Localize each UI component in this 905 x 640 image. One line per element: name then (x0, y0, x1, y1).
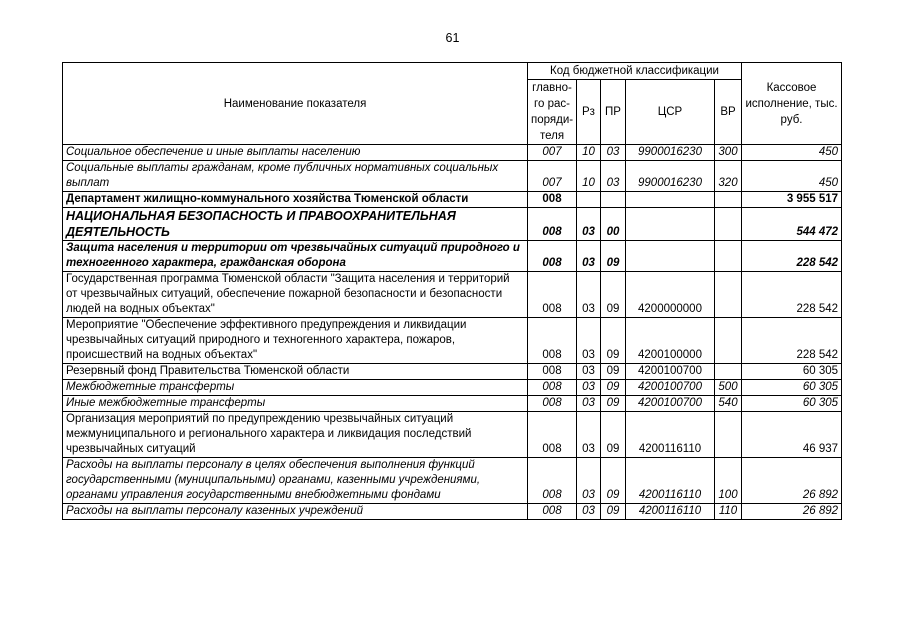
row-name: Социальные выплаты гражданам, кроме публичных нормативных социальных выплат (63, 161, 528, 192)
row-admin-code: 007 (528, 145, 577, 161)
row-pr: 09 (601, 318, 626, 364)
row-pr: 03 (601, 145, 626, 161)
row-admin-code: 008 (528, 192, 577, 208)
row-pr: 09 (601, 364, 626, 380)
table-row (63, 318, 842, 364)
row-csr (626, 241, 715, 272)
row-vr: 500 (715, 380, 742, 396)
row-vr: 540 (715, 396, 742, 412)
row-amount: 450 (742, 145, 842, 161)
row-name: Мероприятие "Обеспечение эффективного предупреждения и ликвидации чрезвычайных ситуаций природного и техногенного характера, пожаров, происшествий на водных объектах" (63, 318, 528, 364)
row-admin-code: 008 (528, 272, 577, 318)
row-amount: 46 937 (742, 412, 842, 458)
row-amount: 60 305 (742, 380, 842, 396)
row-admin-code: 008 (528, 364, 577, 380)
row-name: Иные межбюджетные трансферты (63, 396, 528, 412)
row-csr: 4200100700 (626, 396, 715, 412)
row-rz: 03 (577, 208, 601, 241)
table-row (63, 504, 842, 520)
table-row (63, 241, 842, 272)
table-row (63, 192, 842, 208)
table-row (63, 412, 842, 458)
row-amount: 450 (742, 161, 842, 192)
row-amount: 26 892 (742, 458, 842, 504)
row-pr: 09 (601, 380, 626, 396)
row-name: Расходы на выплаты персоналу в целях обеспечения выполнения функций государственными (муниципальными) органами, казенными учреждениями, органами управления государственными внебюджетными фондами (63, 458, 528, 504)
row-admin-code: 008 (528, 396, 577, 412)
row-admin-code: 008 (528, 318, 577, 364)
row-name: Защита населения и территории от чрезвычайных ситуаций природного и техногенного характера, гражданская оборона (63, 241, 528, 272)
header-vr: ВР (715, 80, 742, 145)
header-rz: Рз (577, 80, 601, 145)
row-amount: 60 305 (742, 364, 842, 380)
row-csr: 4200100000 (626, 318, 715, 364)
row-name: Межбюджетные трансферты (63, 380, 528, 396)
row-vr (715, 364, 742, 380)
header-code-group: Код бюджетной классификации (528, 63, 742, 80)
row-pr: 09 (601, 458, 626, 504)
row-admin-code: 008 (528, 380, 577, 396)
table-row (63, 458, 842, 504)
row-admin-code: 008 (528, 241, 577, 272)
table-row (63, 161, 842, 192)
row-pr: 00 (601, 208, 626, 241)
row-rz: 03 (577, 458, 601, 504)
table-row (63, 208, 842, 241)
row-csr: 4200100700 (626, 380, 715, 396)
row-csr: 4200116110 (626, 412, 715, 458)
row-rz: 10 (577, 161, 601, 192)
row-name: Резервный фонд Правительства Тюменской области (63, 364, 528, 380)
row-amount: 26 892 (742, 504, 842, 520)
row-csr: 4200116110 (626, 504, 715, 520)
row-amount: 3 955 517 (742, 192, 842, 208)
row-rz: 03 (577, 364, 601, 380)
row-vr: 110 (715, 504, 742, 520)
row-csr: 4200000000 (626, 272, 715, 318)
row-pr: 09 (601, 241, 626, 272)
table-row (63, 396, 842, 412)
row-rz (577, 192, 601, 208)
budget-table (62, 62, 842, 520)
row-rz: 03 (577, 272, 601, 318)
header-amount: Кассовое исполнение, тыс. руб. (742, 63, 842, 145)
row-name: Социальное обеспечение и иные выплаты населению (63, 145, 528, 161)
row-vr (715, 241, 742, 272)
row-name: НАЦИОНАЛЬНАЯ БЕЗОПАСНОСТЬ И ПРАВООХРАНИТЕЛЬНАЯ ДЕЯТЕЛЬНОСТЬ (63, 208, 528, 241)
header-csr: ЦСР (626, 80, 715, 145)
row-pr: 09 (601, 396, 626, 412)
header-name: Наименование показателя (63, 63, 528, 145)
header-admin: главно-го рас-поряди-теля (528, 80, 577, 145)
row-vr: 320 (715, 161, 742, 192)
row-admin-code: 008 (528, 412, 577, 458)
row-admin-code: 008 (528, 504, 577, 520)
row-vr (715, 412, 742, 458)
row-csr (626, 192, 715, 208)
row-name: Государственная программа Тюменской области "Защита населения и территорий от чрезвычайных ситуаций, обеспечение пожарной безопасности и безопасности людей на водных объектах" (63, 272, 528, 318)
row-pr: 03 (601, 161, 626, 192)
row-admin-code: 008 (528, 208, 577, 241)
row-name: Департамент жилищно-коммунального хозяйства Тюменской области (63, 192, 528, 208)
row-vr: 100 (715, 458, 742, 504)
row-amount: 228 542 (742, 272, 842, 318)
table-row (63, 272, 842, 318)
table-row (63, 380, 842, 396)
page-number: 61 (445, 31, 460, 45)
row-rz: 03 (577, 241, 601, 272)
row-vr (715, 318, 742, 364)
row-pr: 09 (601, 504, 626, 520)
row-pr (601, 192, 626, 208)
row-csr: 4200116110 (626, 458, 715, 504)
table-row (63, 145, 842, 161)
header-pr: ПР (601, 80, 626, 145)
row-vr: 300 (715, 145, 742, 161)
row-rz: 03 (577, 380, 601, 396)
row-amount: 228 542 (742, 241, 842, 272)
row-name: Организация мероприятий по предупреждению чрезвычайных ситуаций межмуниципального и регионального характера и ликвидация последствий чрезвычайных ситуаций (63, 412, 528, 458)
row-amount: 228 542 (742, 318, 842, 364)
row-admin-code: 007 (528, 161, 577, 192)
row-csr: 9900016230 (626, 145, 715, 161)
row-vr (715, 272, 742, 318)
row-rz: 03 (577, 396, 601, 412)
row-name: Расходы на выплаты персоналу казенных учреждений (63, 504, 528, 520)
row-rz: 03 (577, 318, 601, 364)
row-rz: 03 (577, 412, 601, 458)
row-vr (715, 192, 742, 208)
row-rz: 10 (577, 145, 601, 161)
row-pr: 09 (601, 272, 626, 318)
row-amount: 544 472 (742, 208, 842, 241)
row-admin-code: 008 (528, 458, 577, 504)
row-rz: 03 (577, 504, 601, 520)
row-amount: 60 305 (742, 396, 842, 412)
table-row (63, 364, 842, 380)
row-csr: 9900016230 (626, 161, 715, 192)
row-csr (626, 208, 715, 241)
row-csr: 4200100700 (626, 364, 715, 380)
row-pr: 09 (601, 412, 626, 458)
row-vr (715, 208, 742, 241)
